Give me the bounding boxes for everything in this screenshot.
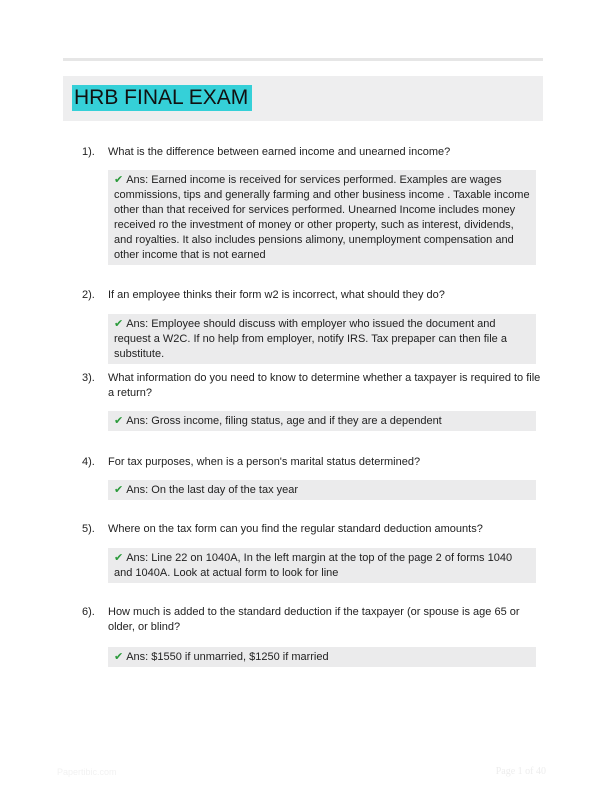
check-icon: ✔ (114, 317, 124, 330)
check-icon: ✔ (114, 650, 124, 663)
check-icon: ✔ (114, 483, 124, 496)
answer-box (108, 411, 536, 431)
question-text: What is the difference between earned income and unearned income? (108, 146, 451, 158)
page-title: HRB FINAL EXAM (72, 85, 252, 111)
question-number: 3). (82, 372, 95, 384)
answer-box (108, 548, 536, 583)
answer-box (108, 314, 536, 364)
page-number: Page 1 of 40 (495, 766, 546, 777)
top-divider (63, 58, 543, 61)
answer-text: Ans: Line 22 on 1040A, In the left margin at the top of the page 2 of forms 1040 and 1040A. Look at actual form to look for line (114, 552, 513, 579)
answer-box (108, 647, 536, 667)
check-icon: ✔ (114, 414, 124, 427)
answer-text: Ans: On the last day of the tax year (126, 484, 299, 496)
question-number: 4). (82, 456, 95, 468)
question-number: 6). (82, 606, 95, 618)
check-icon: ✔ (114, 551, 124, 564)
question-text: What information do you need to know to determine whether a taxpayer is required to file a return? (108, 372, 541, 399)
answer-box (108, 480, 536, 500)
question-text: Where on the tax form can you find the regular standard deduction amounts? (108, 523, 483, 535)
check-icon: ✔ (114, 173, 124, 186)
question-text: For tax purposes, when is a person's marital status determined? (108, 456, 421, 468)
question-text: If an employee thinks their form w2 is incorrect, what should they do? (108, 289, 445, 301)
answer-text: Ans: Employee should discuss with employer who issued the document and request a W2C. If no help from employer, notify IRS. Tax prepaper can then file a substitute. (114, 318, 507, 360)
question-number: 2). (82, 289, 95, 301)
answer-text: Ans: Gross income, filing status, age and if they are a dependent (126, 415, 442, 427)
answer-text: Ans: $1550 if unmarried, $1250 if married (126, 651, 329, 663)
title-bar (63, 76, 543, 121)
question-number: 1). (82, 146, 95, 158)
footer-watermark: Papertibic.com (57, 767, 117, 777)
question-number: 5). (82, 523, 95, 535)
answer-box (108, 170, 536, 265)
question-text: How much is added to the standard deduction if the taxpayer (or spouse is age 65 or older, or blind? (108, 606, 520, 633)
answer-text: Ans: Earned income is received for services performed. Examples are wages commissions, tips and generally farming and other business income . Taxable income other than that received for services performed. Unearned Income includes money received ro the investment of money or other property, such as interest, dividends, and royalties. It also includes pensions alimony, unemployment compensation and other income that is not earned (114, 174, 530, 261)
